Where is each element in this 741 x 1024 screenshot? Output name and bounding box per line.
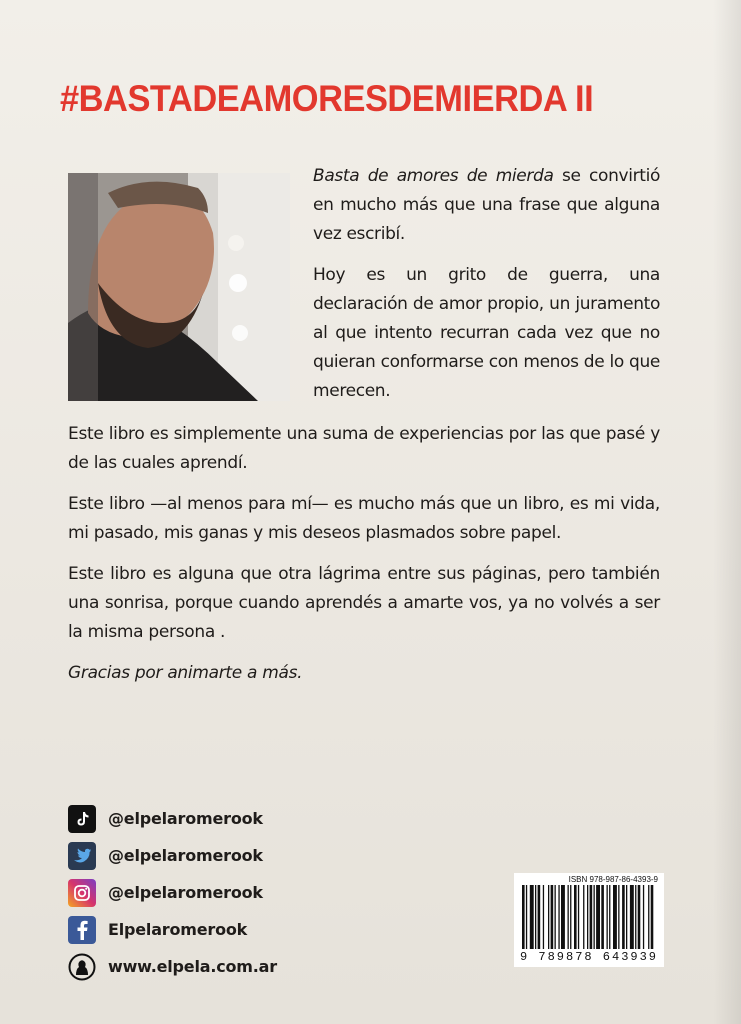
website-link: www.elpela.com.ar (108, 957, 277, 976)
barcode-bar (570, 885, 571, 949)
barcode-bar (574, 885, 577, 949)
barcode-bar (543, 885, 544, 949)
social-row-twitter[interactable] (68, 837, 328, 874)
barcode-bar (648, 885, 649, 949)
barcode-bar (555, 885, 556, 949)
barcode-bar (626, 885, 627, 949)
twitter-handle: @elpelaromerook (108, 846, 263, 865)
barcode-bar (638, 885, 641, 949)
book-title: #BASTADEAMORESDEMIERDA II (60, 78, 594, 119)
social-row-instagram[interactable] (68, 874, 328, 911)
intro-text (313, 162, 660, 418)
barcode-digits: 9 789878 643939 (519, 950, 659, 964)
barcode-bar (558, 885, 559, 949)
barcode-bar (643, 885, 644, 949)
barcode-bar (548, 885, 549, 949)
isbn-barcode (514, 873, 664, 967)
barcode-bar (538, 885, 541, 949)
barcode-bar (578, 885, 579, 949)
facebook-icon (68, 916, 96, 944)
body-paragraph-3: Este libro es alguna que otra lágrima entre sus páginas, pero también una sonrisa, porque cuando aprendés a amarte vos, ya no volvés a ser la misma persona . (68, 564, 660, 642)
web-icon (68, 953, 96, 981)
isbn-number: ISBN 978-987-86-4393-9 (568, 875, 658, 884)
barcode-bar (651, 885, 654, 949)
barcode-bar (568, 885, 569, 949)
author-photo (68, 173, 290, 401)
barcode-bar (530, 885, 534, 949)
barcode-bar (618, 885, 619, 949)
body-paragraph-2: Este libro —al menos para mí— es mucho más que un libro, es mi vida, mi pasado, mis ganas y mis deseos plasmados sobre papel. (68, 494, 660, 543)
barcode-bar (561, 885, 565, 949)
barcode-bar (609, 885, 610, 949)
facebook-handle: Elpelaromerook (108, 920, 248, 939)
closing-line (68, 659, 660, 688)
tiktok-icon (68, 805, 96, 833)
barcode-bar (601, 885, 604, 949)
intro-paragraph-1 (313, 162, 660, 249)
barcode-bar (535, 885, 536, 949)
social-row-website[interactable] (68, 948, 328, 985)
closing-italic: Gracias por animarte a más. (68, 663, 303, 683)
barcode-bar (522, 885, 525, 949)
barcode-bar (587, 885, 588, 949)
body-text (68, 420, 660, 700)
barcode-bar (583, 885, 584, 949)
intro-paragraph-2: Hoy es un grito de guerra, una declaración de amor propio, un juramento al que intento recurran cada vez que no quieran conformarse con menos de lo que merecen. (313, 265, 660, 401)
barcode-bar (607, 885, 608, 949)
social-row-tiktok[interactable] (68, 800, 328, 837)
instagram-icon (68, 879, 96, 907)
barcode-bar (594, 885, 595, 949)
barcode-bar (596, 885, 600, 949)
barcode-bar (635, 885, 636, 949)
barcode-bar (526, 885, 527, 949)
intro-italic-phrase: Basta de amores de mierda (313, 166, 554, 186)
tiktok-handle: @elpelaromerook (108, 809, 263, 828)
social-row-facebook[interactable] (68, 911, 328, 948)
barcode-bar (551, 885, 554, 949)
barcode-bar (613, 885, 617, 949)
social-links (68, 800, 328, 985)
instagram-handle: @elpelaromerook (108, 883, 263, 902)
barcode-bar (622, 885, 625, 949)
barcode-bar (590, 885, 593, 949)
intro-paragraph-1-rest: se convirtió en mucho más que una frase que alguna vez escribí. (313, 166, 660, 244)
page-edge-shadow (713, 0, 741, 1024)
body-paragraph-1: Este libro es simplemente una suma de experiencias por las que pasé y de las cuales aprendí. (68, 424, 660, 473)
barcode-bar (630, 885, 634, 949)
barcode-bars (520, 885, 658, 949)
twitter-icon (68, 842, 96, 870)
